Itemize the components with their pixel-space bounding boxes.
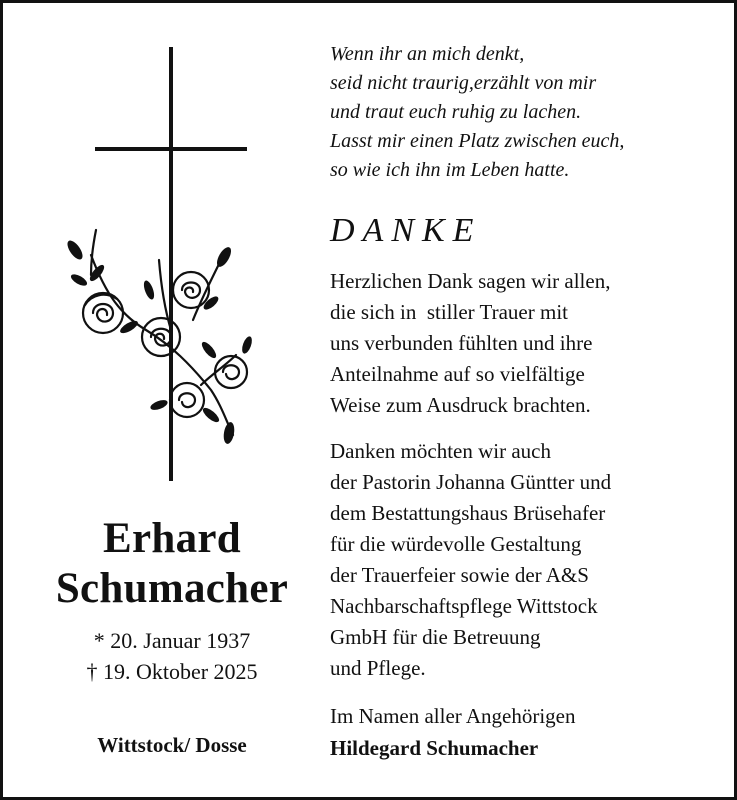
paragraph-line: für die würdevolle Gestaltung bbox=[330, 532, 582, 556]
poem-line: so wie ich ihn im Leben hatte. bbox=[330, 159, 570, 181]
cross-with-roses-icon bbox=[61, 45, 261, 485]
paragraph-line: der Pastorin Johanna Güntter und bbox=[330, 470, 612, 494]
paragraph-line: Nachbarschaftspflege Wittstock bbox=[330, 594, 598, 618]
memorial-poem bbox=[330, 40, 730, 185]
signature-intro: Im Namen aller Angehörigen bbox=[330, 704, 576, 728]
paragraph-line: der Trauerfeier sowie der A&S bbox=[330, 563, 589, 587]
paragraph-line: Danken möchten wir auch bbox=[330, 439, 552, 463]
signature-name: Hildegard Schumacher bbox=[330, 736, 539, 760]
poem-line: Wenn ihr an mich denkt, bbox=[330, 43, 525, 65]
paragraph-line: Anteilnahme auf so vielfältige bbox=[330, 362, 585, 386]
death-date: † 19. Oktober 2025 bbox=[86, 659, 258, 684]
thanks-heading: DANKE bbox=[330, 212, 482, 249]
paragraph-line: uns verbunden fühlten und ihre bbox=[330, 331, 593, 355]
deceased-last-name: Schumacher bbox=[55, 565, 289, 612]
deceased-first-name: Erhard bbox=[103, 515, 241, 562]
poem-line: Lasst mir einen Platz zwischen euch, bbox=[330, 130, 625, 152]
place-of-residence: Wittstock/ Dosse bbox=[97, 733, 247, 757]
signature-block bbox=[330, 700, 730, 764]
poem-line: und traut euch ruhig zu lachen. bbox=[330, 101, 582, 123]
birth-date: * 20. Januar 1937 bbox=[93, 628, 251, 653]
paragraph-line: GmbH für die Betreuung bbox=[330, 625, 541, 649]
special-thanks-paragraph bbox=[330, 436, 730, 684]
poem-line: seid nicht traurig,erzählt von mir bbox=[330, 72, 597, 94]
paragraph-line: und Pflege. bbox=[330, 656, 426, 680]
paragraph-line: Herzlichen Dank sagen wir allen, bbox=[330, 269, 611, 293]
paragraph-line: Weise zum Ausdruck brachten. bbox=[330, 393, 591, 417]
thanks-paragraph bbox=[330, 266, 730, 421]
paragraph-line: dem Bestattungshaus Brüsehafer bbox=[330, 501, 606, 525]
paragraph-line: die sich in stiller Trauer mit bbox=[330, 300, 568, 324]
